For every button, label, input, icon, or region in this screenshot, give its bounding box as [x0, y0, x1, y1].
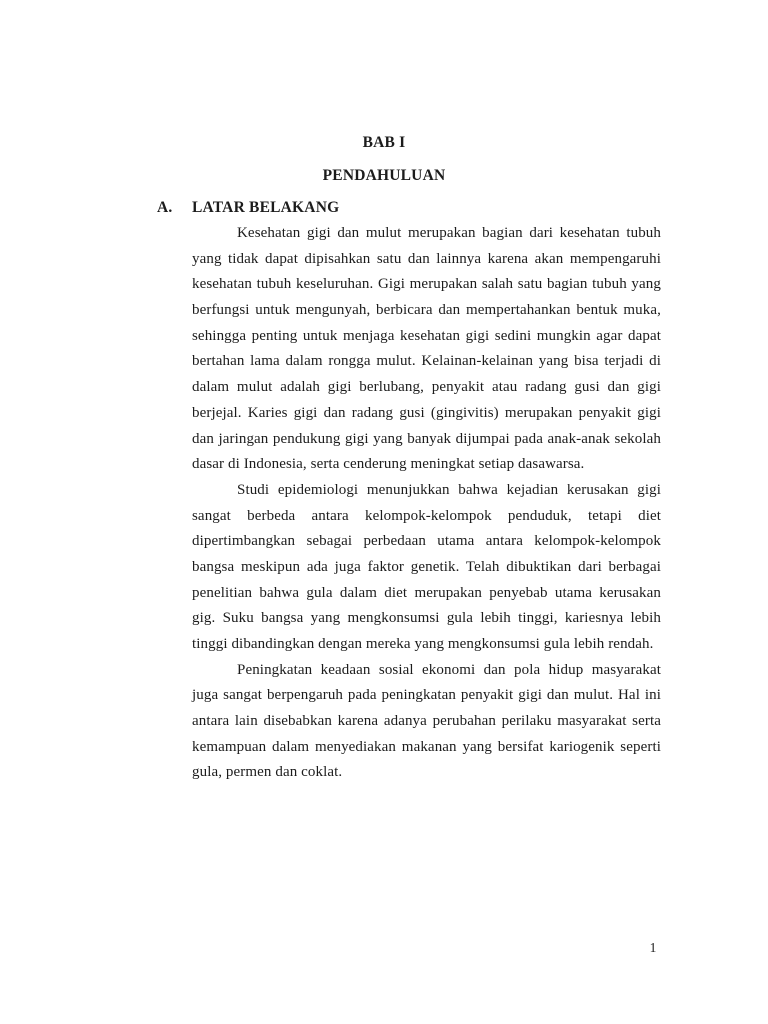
text-line: dalam mulut adalah gigi berlubang, penyakit atau radang gusi dan gigi	[192, 379, 661, 396]
text-line: yang tidak dapat dipisahkan satu dan lainnya karena akan mempengaruhi	[192, 250, 661, 267]
text-line: kesehatan tubuh keseluruhan. Gigi merupakan salah satu bagian tubuh yang	[192, 276, 661, 293]
section-heading	[157, 199, 661, 217]
page-number: 1	[649, 940, 657, 955]
chapter-subtitle: PENDAHULUAN	[322, 167, 446, 184]
section-body	[192, 221, 661, 786]
section-title: LATAR BELAKANG	[192, 199, 340, 216]
text-line: dasar di Indonesia, serta cenderung meningkat setiap dasawarsa.	[192, 456, 585, 473]
text-line: juga sangat berpengaruh pada peningkatan penyakit gigi dan mulut. Hal ini	[192, 687, 661, 704]
text-line: sehingga penting untuk menjaga kesehatan gigi sedini mungkin agar dapat	[192, 327, 661, 344]
text-line: bertahan lama dalam rongga mulut. Kelainan-kelainan yang bisa terjadi di	[192, 353, 661, 370]
text-line: bangsa meskipun ada juga faktor genetik. Telah dibuktikan dari berbagai	[192, 558, 661, 575]
text-line: dan jaringan pendukung gigi yang banyak dijumpai pada anak-anak sekolah	[192, 430, 661, 447]
text-line: tinggi dibandingkan dengan mereka yang mengkonsumsi gula lebih rendah.	[192, 636, 654, 652]
text-line: berjejal. Karies gigi dan radang gusi (gingivitis) merupakan penyakit gigi	[192, 404, 661, 421]
text-line: kemampuan dalam menyediakan makanan yang bersifat kariogenik seperti	[192, 738, 661, 755]
section-label: A.	[157, 199, 173, 216]
text-line: Peningkatan keadaan sosial ekonomi dan pola hidup masyarakat	[237, 661, 661, 678]
text-line: gula, permen dan coklat.	[192, 764, 343, 781]
text-line: gig. Suku bangsa yang mengkonsumsi gula lebih tinggi, kariesnya lebih	[192, 610, 661, 627]
chapter-title: BAB I	[362, 134, 406, 151]
text-line: penelitian bahwa gula dalam diet merupakan penyebab utama kerusakan	[192, 584, 661, 601]
text-line: sangat berbeda antara kelompok-kelompok penduduk, tetapi diet	[192, 507, 661, 524]
text-line: berfungsi untuk mengunyah, berbicara dan mempertahankan bentuk muka,	[192, 302, 661, 319]
text-line: Kesehatan gigi dan mulut merupakan bagian dari kesehatan tubuh	[237, 225, 661, 241]
text-line: antara lain disebabkan karena adanya perubahan perilaku masyarakat serta	[192, 713, 661, 730]
text-line: dipertimbangkan sebagai perbedaan utama antara kelompok-kelompok	[192, 533, 661, 550]
text-line: Studi epidemiologi menunjukkan bahwa kejadian kerusakan gigi	[237, 481, 661, 498]
